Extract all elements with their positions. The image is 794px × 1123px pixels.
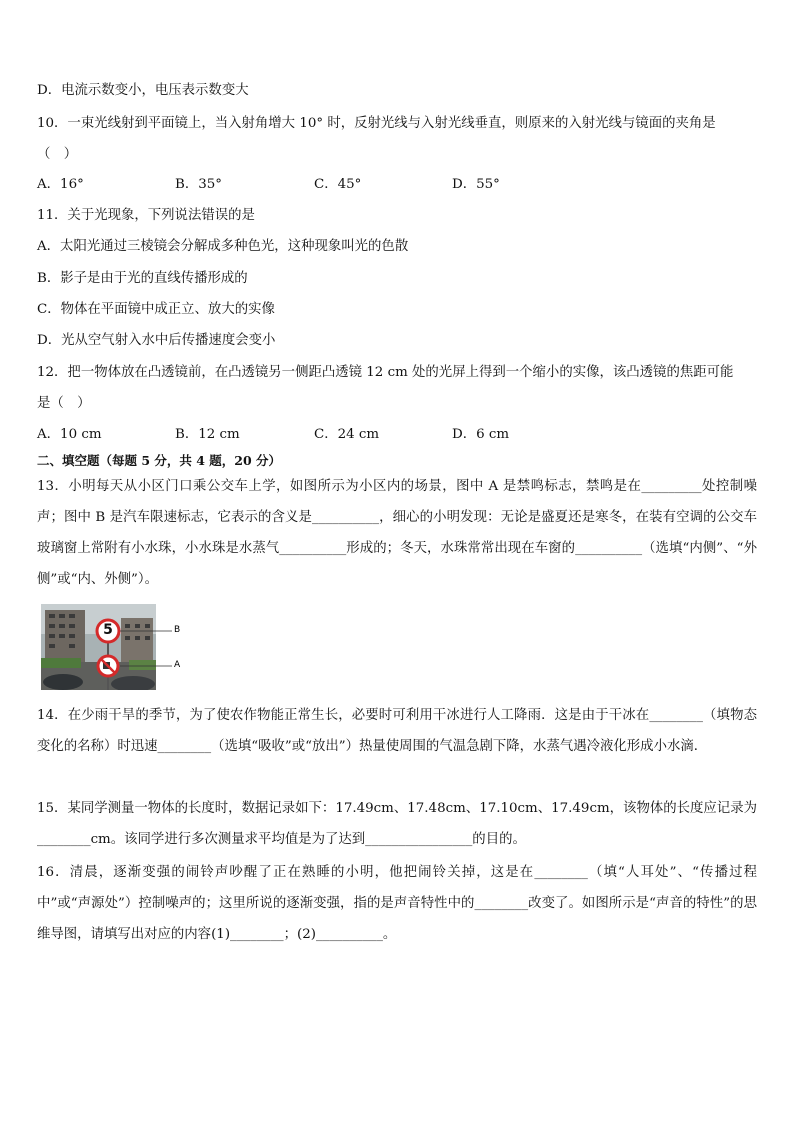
- q11-option-b: B．影子是由于光的直线传播形成的: [37, 271, 248, 286]
- q10-paren: （ ）: [37, 147, 78, 162]
- label-a: A: [174, 660, 181, 670]
- q16-text: 16．清晨，逐渐变强的闹铃声吵醒了正在熟睡的小明，他把闹铃关掉，这是在________（填“人耳处”、“传播过程中”或“声源处”）控制噪声的；这里所说的逐渐变强，指的是声音特性中的________改变了。如图所示是“声音的特性”的思维导图，请填写出对应的内容(1)________；(2)__________。: [37, 865, 757, 942]
- q14-text: 14．在少雨干旱的季节，为了使农作物能正常生长，必要时可利用干冰进行人工降雨．这是由于干冰在________（填物态变化的名称）时迅速________（选填“吸收”或“放出”）热量使周围的气温急剧下降，水蒸气遇冷液化形成小水滴．: [37, 708, 757, 754]
- q11-stem: 11．关于光现象，下列说法错误的是: [37, 208, 255, 223]
- q10-option-b: B．35°: [175, 177, 222, 192]
- q12-option-a: A．10 cm: [37, 427, 102, 442]
- q13-text: 13．小明每天从小区门口乘公交车上学，如图所示为小区内的场景，图中 A 是禁鸣标志，禁鸣是在_________处控制噪声；图中 B 是汽车限速标志，它表示的含义是__________，细心的小明发现：无论是盛夏还是寒冬，在装有空调的公交车玻璃窗上常附有小水珠，小水珠是水蒸气__________形成的；冬天，水珠常常出现在车窗的__________（选填“内侧”、“外侧”或“内、外侧”）。: [37, 479, 757, 587]
- q12-option-b: B．12 cm: [175, 427, 240, 442]
- q12-paren: 是（ ）: [37, 396, 91, 411]
- q12-option-c: C．24 cm: [314, 427, 380, 442]
- q12-option-d: D．6 cm: [452, 427, 510, 442]
- label-leader-lines: [120, 620, 180, 680]
- section-heading: 二、填空题（每题 5 分，共 4 题，20 分）: [37, 453, 282, 468]
- q12-stem: 12．把一物体放在凸透镜前，在凸透镜另一侧距凸透镜 12 cm 处的光屏上得到一个缩小的实像，该凸透镜的焦距可能: [37, 365, 734, 380]
- label-b: B: [174, 625, 181, 635]
- q11-option-c: C．物体在平面镜中成正立、放大的实像: [37, 302, 275, 317]
- q9-option-d: D．电流示数变小，电压表示数变大: [37, 83, 249, 98]
- speed-limit-number: 5: [103, 622, 113, 638]
- q11-option-d: D．光从空气射入水中后传播速度会变小: [37, 333, 276, 348]
- q10-option-d: D．55°: [452, 177, 500, 192]
- q10-option-a: A．16°: [37, 177, 84, 192]
- q10-stem: 10．一束光线射到平面镜上，当入射角增大 10° 时，反射光线与入射光线垂直，则原来的入射光线与镜面的夹角是: [37, 116, 716, 131]
- q15-text: 15．某同学测量一物体的长度时，数据记录如下：17.49cm、17.48cm、17.10cm、17.49cm，该物体的长度应记录为________cm。该同学进行多次测量求平均值是为了达到________________的目的。: [37, 801, 757, 847]
- q10-option-c: C．45°: [314, 177, 362, 192]
- q11-option-a: A．太阳光通过三棱镜会分解成多种色光，这种现象叫光的色散: [37, 239, 409, 254]
